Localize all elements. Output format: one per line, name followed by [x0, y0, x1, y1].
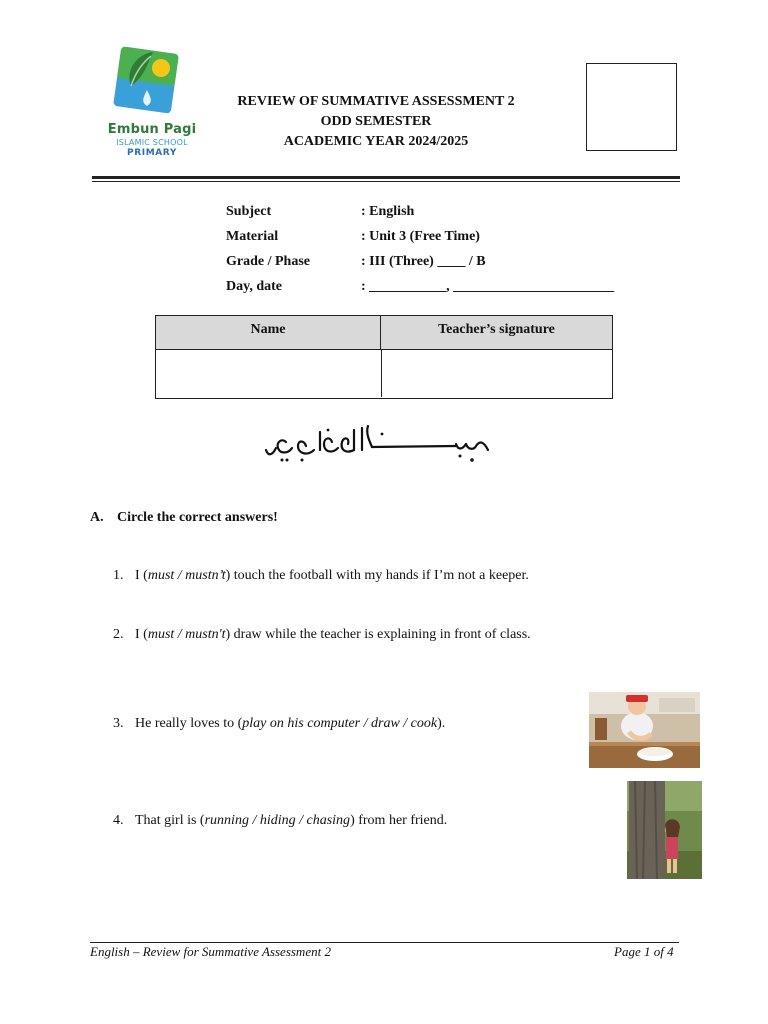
- score-box: [586, 63, 677, 151]
- school-logo-icon: [111, 46, 181, 118]
- question-number: 1.: [113, 568, 124, 583]
- question-1: [113, 568, 529, 584]
- question-number: 2.: [113, 627, 124, 642]
- section-letter: A.: [90, 510, 104, 525]
- footer-document-title: English – Review for Summative Assessment 2: [90, 944, 331, 959]
- info-row-subject: [226, 204, 646, 229]
- name-signature-table: [155, 315, 613, 399]
- question-number: 3.: [113, 716, 124, 731]
- school-logo: [106, 46, 198, 158]
- question-text-before: He really loves to (: [135, 716, 243, 731]
- signature-column-header: Teacher’s signature: [381, 316, 612, 350]
- student-info: [226, 204, 646, 304]
- section-title: Circle the correct answers!: [117, 510, 278, 525]
- info-value: : Unit 3 (Free Time): [361, 229, 480, 244]
- answer-options[interactable]: must / mustn't: [147, 627, 226, 642]
- name-field[interactable]: [156, 350, 382, 397]
- question-3: [113, 716, 445, 732]
- info-value[interactable]: : III (Three) ____ / B: [361, 254, 486, 269]
- answer-options[interactable]: running / hiding / chasing: [204, 813, 351, 828]
- logo-text-level: PRIMARY: [127, 148, 177, 158]
- question-text-after: ) from her friend.: [350, 813, 448, 828]
- header-title: REVIEW OF SUMMATIVE ASSESSMENT 2: [237, 94, 515, 109]
- info-row-grade: [226, 254, 646, 279]
- question-text-after: ).: [437, 716, 446, 731]
- document-header: [206, 92, 546, 152]
- basmala-calligraphy-icon: [262, 420, 502, 470]
- logo-text-name: Embun Pagi: [107, 122, 197, 137]
- info-value[interactable]: : ___________, _______________________: [361, 279, 615, 294]
- name-column-header: Name: [156, 316, 381, 350]
- info-label: Subject: [226, 204, 272, 219]
- question-text-before: I (: [135, 568, 148, 583]
- header-academic-year: ACADEMIC YEAR 2024/2025: [283, 134, 469, 149]
- info-value: : English: [361, 204, 415, 219]
- question-text-before: I (: [135, 627, 148, 642]
- section-a-heading: [90, 510, 278, 526]
- question-text-after: ) draw while the teacher is explaining in front of class.: [225, 627, 531, 642]
- header-divider-thin: [92, 181, 680, 182]
- question-number: 4.: [113, 813, 124, 828]
- question-4: [113, 813, 447, 829]
- signature-field[interactable]: [381, 350, 612, 397]
- header-divider: [92, 176, 680, 179]
- answer-options[interactable]: must / mustn’t: [147, 568, 226, 583]
- info-row-day-date: [226, 279, 646, 304]
- footer-divider: [90, 942, 679, 943]
- question-2: [113, 627, 531, 643]
- info-label: Grade / Phase: [226, 254, 310, 269]
- question-text-after: ) touch the football with my hands if I’m not a keeper.: [225, 568, 529, 583]
- header-semester: ODD SEMESTER: [320, 114, 432, 129]
- info-row-material: [226, 229, 646, 254]
- boy-cooking-photo: [589, 692, 700, 768]
- info-label: Day, date: [226, 279, 282, 294]
- girl-hiding-tree-photo: [627, 781, 702, 879]
- question-text-before: That girl is (: [135, 813, 205, 828]
- footer-page-number: Page 1 of 4: [614, 944, 674, 959]
- info-label: Material: [226, 229, 279, 244]
- answer-options[interactable]: play on his computer / draw / cook: [242, 716, 438, 731]
- logo-text-school: ISLAMIC SCHOOL: [116, 138, 188, 147]
